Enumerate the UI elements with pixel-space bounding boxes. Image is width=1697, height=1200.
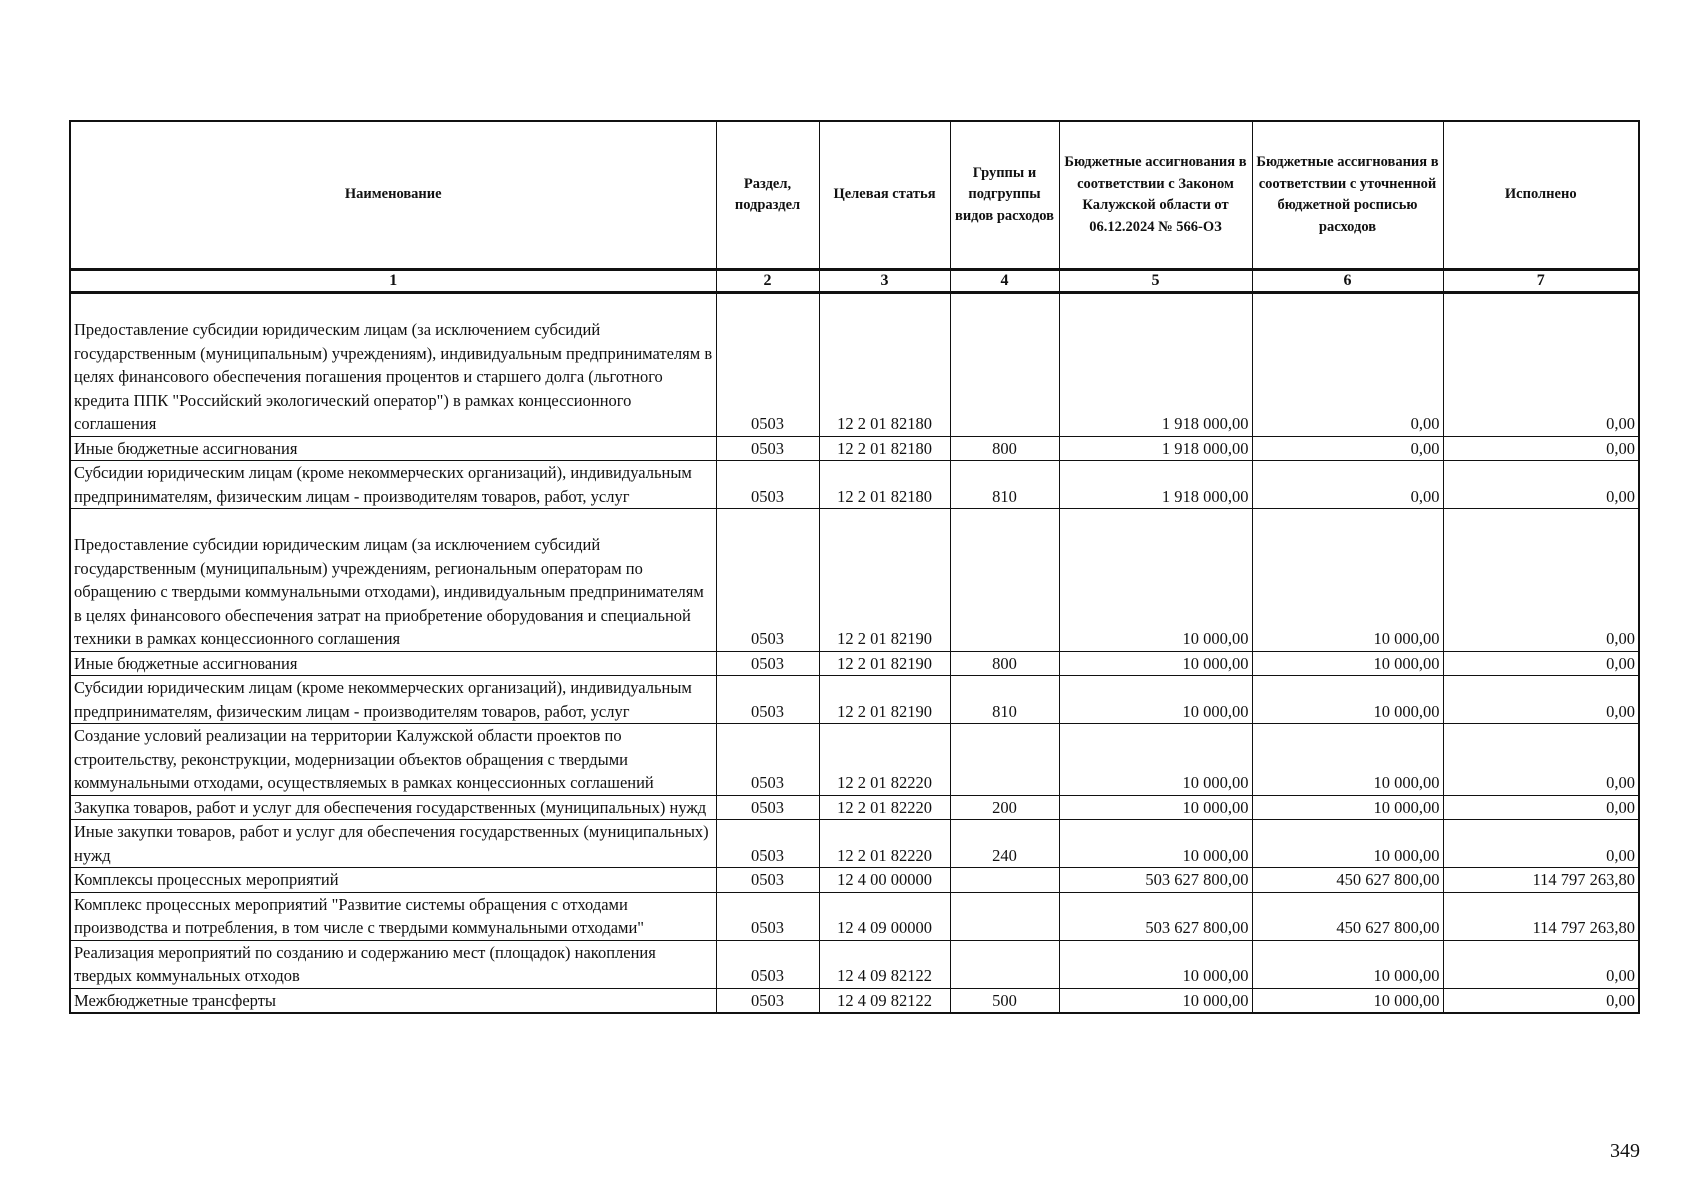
row-name-cell: Иные бюджетные ассигнования xyxy=(70,651,716,676)
row-section-cell: 0503 xyxy=(716,795,819,820)
row-article-cell: 12 4 00 00000 xyxy=(819,868,950,893)
row-section-cell: 0503 xyxy=(716,820,819,868)
row-revised-amount-cell: 450 627 800,00 xyxy=(1252,868,1443,893)
row-executed-amount-cell: 0,00 xyxy=(1443,651,1639,676)
row-executed-amount-cell: 0,00 xyxy=(1443,795,1639,820)
row-section-cell: 0503 xyxy=(716,892,819,940)
row-revised-amount-cell: 10 000,00 xyxy=(1252,676,1443,724)
row-executed-amount-cell: 0,00 xyxy=(1443,293,1639,437)
column-number: 6 xyxy=(1252,270,1443,293)
row-revised-amount-cell: 0,00 xyxy=(1252,461,1443,509)
row-group-cell xyxy=(950,509,1059,652)
row-law-amount-cell: 1 918 000,00 xyxy=(1059,293,1252,437)
column-number: 7 xyxy=(1443,270,1639,293)
row-name-cell: Субсидии юридическим лицам (кроме некоммерческих организаций), индивидуальным предпринимателям, физическим лицам - производителям товаров, работ, услуг xyxy=(70,461,716,509)
header-name: Наименование xyxy=(70,121,716,270)
row-group-cell xyxy=(950,892,1059,940)
row-name-cell: Иные закупки товаров, работ и услуг для обеспечения государственных (муниципальных) нужд xyxy=(70,820,716,868)
row-name-cell: Предоставление субсидии юридическим лицам (за исключением субсидий государственным (муниципальным) учреждениям), индивидуальным предпринимателям в целях финансового обеспечения погашения процентов и старшего долга (льготного кредита ППК "Российский экологический оператор") в рамках концессионного соглашения xyxy=(70,293,716,437)
row-section-cell: 0503 xyxy=(716,724,819,796)
row-revised-amount-cell: 0,00 xyxy=(1252,293,1443,437)
budget-execution-table xyxy=(69,120,1640,1014)
row-revised-amount-cell: 10 000,00 xyxy=(1252,509,1443,652)
row-law-amount-cell: 10 000,00 xyxy=(1059,724,1252,796)
row-law-amount-cell: 503 627 800,00 xyxy=(1059,892,1252,940)
row-law-amount-cell: 10 000,00 xyxy=(1059,509,1252,652)
row-executed-amount-cell: 0,00 xyxy=(1443,676,1639,724)
table-row xyxy=(70,868,1639,893)
row-name-cell: Реализация мероприятий по созданию и содержанию мест (площадок) накопления твердых коммунальных отходов xyxy=(70,940,716,988)
header-expense-group: Группы и подгруппы видов расходов xyxy=(950,121,1059,270)
row-group-cell: 810 xyxy=(950,461,1059,509)
column-number-row xyxy=(70,270,1639,293)
row-name-cell: Субсидии юридическим лицам (кроме некоммерческих организаций), индивидуальным предпринимателям, физическим лицам - производителям товаров, работ, услуг xyxy=(70,676,716,724)
table-row xyxy=(70,436,1639,461)
table-row xyxy=(70,293,1639,437)
row-article-cell: 12 2 01 82220 xyxy=(819,795,950,820)
row-law-amount-cell: 1 918 000,00 xyxy=(1059,461,1252,509)
row-article-cell: 12 4 09 82122 xyxy=(819,988,950,1013)
row-revised-amount-cell: 10 000,00 xyxy=(1252,988,1443,1013)
row-article-cell: 12 2 01 82180 xyxy=(819,461,950,509)
row-group-cell: 500 xyxy=(950,988,1059,1013)
row-executed-amount-cell: 0,00 xyxy=(1443,820,1639,868)
table-row xyxy=(70,676,1639,724)
row-article-cell: 12 2 01 82220 xyxy=(819,724,950,796)
header-section: Раздел, подраздел xyxy=(716,121,819,270)
row-law-amount-cell: 10 000,00 xyxy=(1059,651,1252,676)
row-section-cell: 0503 xyxy=(716,651,819,676)
row-section-cell: 0503 xyxy=(716,940,819,988)
row-revised-amount-cell: 10 000,00 xyxy=(1252,820,1443,868)
row-section-cell: 0503 xyxy=(716,676,819,724)
row-article-cell: 12 2 01 82190 xyxy=(819,676,950,724)
row-revised-amount-cell: 10 000,00 xyxy=(1252,795,1443,820)
row-law-amount-cell: 10 000,00 xyxy=(1059,795,1252,820)
row-name-cell: Комплекс процессных мероприятий "Развитие системы обращения с отходами производства и потребления, в том числе с твердыми коммунальными отходами" xyxy=(70,892,716,940)
row-article-cell: 12 2 01 82180 xyxy=(819,293,950,437)
row-section-cell: 0503 xyxy=(716,436,819,461)
table-row xyxy=(70,892,1639,940)
row-section-cell: 0503 xyxy=(716,461,819,509)
row-name-cell: Предоставление субсидии юридическим лицам (за исключением субсидий государственным (муниципальным) учреждениям, региональным операторам по обращению с твердыми коммунальными отходами), индивидуальным предпринимателям в целях финансового обеспечения затрат на приобретение оборудования и специальной техники в рамках концессионного соглашения xyxy=(70,509,716,652)
row-executed-amount-cell: 0,00 xyxy=(1443,461,1639,509)
row-article-cell: 12 2 01 82180 xyxy=(819,436,950,461)
table-row xyxy=(70,651,1639,676)
column-number: 2 xyxy=(716,270,819,293)
row-executed-amount-cell: 0,00 xyxy=(1443,509,1639,652)
header-target-article: Целевая статья xyxy=(819,121,950,270)
row-article-cell: 12 2 01 82190 xyxy=(819,509,950,652)
row-section-cell: 0503 xyxy=(716,988,819,1013)
column-number: 3 xyxy=(819,270,950,293)
table-row xyxy=(70,820,1639,868)
table-body xyxy=(70,293,1639,1014)
row-article-cell: 12 4 09 82122 xyxy=(819,940,950,988)
row-group-cell xyxy=(950,868,1059,893)
column-number: 1 xyxy=(70,270,716,293)
table-row xyxy=(70,988,1639,1013)
table-row xyxy=(70,795,1639,820)
row-revised-amount-cell: 450 627 800,00 xyxy=(1252,892,1443,940)
table-row xyxy=(70,461,1639,509)
row-name-cell: Закупка товаров, работ и услуг для обеспечения государственных (муниципальных) нужд xyxy=(70,795,716,820)
row-law-amount-cell: 10 000,00 xyxy=(1059,676,1252,724)
row-revised-amount-cell: 10 000,00 xyxy=(1252,724,1443,796)
row-name-cell: Создание условий реализации на территории Калужской области проектов по строительству, реконструкции, модернизации объектов обращения с твердыми коммунальными отходами, осуществляемых в рамках концессионных соглашений xyxy=(70,724,716,796)
row-executed-amount-cell: 0,00 xyxy=(1443,988,1639,1013)
table-row xyxy=(70,724,1639,796)
row-executed-amount-cell: 0,00 xyxy=(1443,436,1639,461)
header-law-allocation: Бюджетные ассигнования в соответствии с Законом Калужской области от 06.12.2024 № 566-ОЗ xyxy=(1059,121,1252,270)
row-article-cell: 12 2 01 82190 xyxy=(819,651,950,676)
row-name-cell: Межбюджетные трансферты xyxy=(70,988,716,1013)
row-law-amount-cell: 10 000,00 xyxy=(1059,820,1252,868)
row-revised-amount-cell: 10 000,00 xyxy=(1252,940,1443,988)
row-group-cell: 810 xyxy=(950,676,1059,724)
row-law-amount-cell: 503 627 800,00 xyxy=(1059,868,1252,893)
row-revised-amount-cell: 10 000,00 xyxy=(1252,651,1443,676)
row-name-cell: Комплексы процессных мероприятий xyxy=(70,868,716,893)
row-section-cell: 0503 xyxy=(716,509,819,652)
row-group-cell: 800 xyxy=(950,436,1059,461)
row-executed-amount-cell: 114 797 263,80 xyxy=(1443,892,1639,940)
row-group-cell: 240 xyxy=(950,820,1059,868)
row-group-cell xyxy=(950,724,1059,796)
table-header-row xyxy=(70,121,1639,270)
row-executed-amount-cell: 114 797 263,80 xyxy=(1443,868,1639,893)
header-executed: Исполнено xyxy=(1443,121,1639,270)
row-revised-amount-cell: 0,00 xyxy=(1252,436,1443,461)
row-name-cell: Иные бюджетные ассигнования xyxy=(70,436,716,461)
column-number: 5 xyxy=(1059,270,1252,293)
row-group-cell xyxy=(950,940,1059,988)
row-law-amount-cell: 10 000,00 xyxy=(1059,940,1252,988)
row-section-cell: 0503 xyxy=(716,868,819,893)
row-group-cell: 200 xyxy=(950,795,1059,820)
row-executed-amount-cell: 0,00 xyxy=(1443,940,1639,988)
row-group-cell: 800 xyxy=(950,651,1059,676)
column-number: 4 xyxy=(950,270,1059,293)
table-row xyxy=(70,940,1639,988)
row-executed-amount-cell: 0,00 xyxy=(1443,724,1639,796)
row-section-cell: 0503 xyxy=(716,293,819,437)
row-law-amount-cell: 1 918 000,00 xyxy=(1059,436,1252,461)
row-article-cell: 12 4 09 00000 xyxy=(819,892,950,940)
row-article-cell: 12 2 01 82220 xyxy=(819,820,950,868)
table-row xyxy=(70,509,1639,652)
row-group-cell xyxy=(950,293,1059,437)
row-law-amount-cell: 10 000,00 xyxy=(1059,988,1252,1013)
header-revised-allocation: Бюджетные ассигнования в соответствии с уточненной бюджетной росписью расходов xyxy=(1252,121,1443,270)
page-number: 349 xyxy=(1610,1140,1640,1162)
